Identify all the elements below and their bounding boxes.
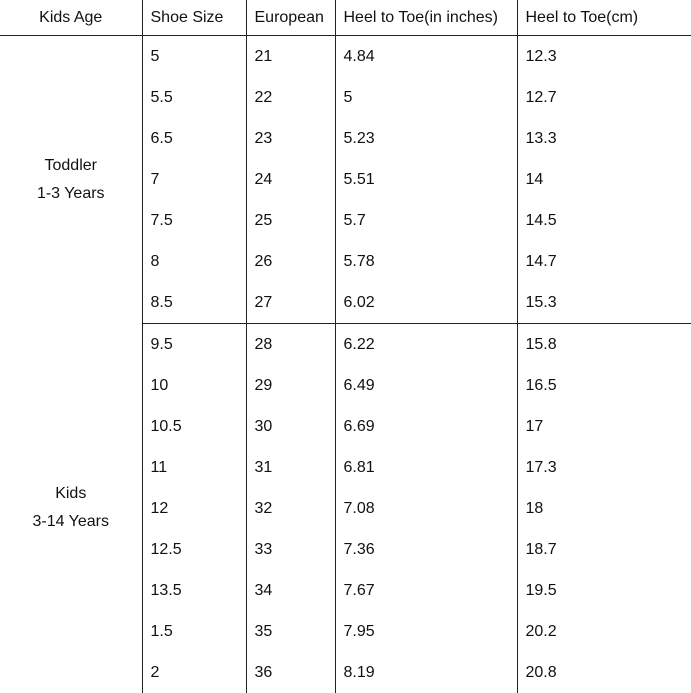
cell-european: 23	[246, 118, 335, 159]
cell-heel-to-toe-inches: 5.7	[335, 200, 517, 241]
cell-shoe-size: 7.5	[142, 200, 246, 241]
cell-heel-to-toe-inches: 6.69	[335, 406, 517, 447]
cell-heel-to-toe-inches: 6.81	[335, 447, 517, 488]
cell-heel-to-toe-cm: 19.5	[517, 570, 691, 611]
header-shoe-size: Shoe Size	[142, 0, 246, 36]
age-group-range: 3-14 Years	[0, 508, 142, 536]
cell-shoe-size: 10.5	[142, 406, 246, 447]
cell-shoe-size: 13.5	[142, 570, 246, 611]
cell-heel-to-toe-inches: 7.95	[335, 611, 517, 652]
cell-european: 30	[246, 406, 335, 447]
cell-european: 24	[246, 159, 335, 200]
age-group-label	[0, 36, 142, 324]
cell-shoe-size: 5.5	[142, 77, 246, 118]
cell-shoe-size: 12	[142, 488, 246, 529]
cell-shoe-size: 2	[142, 652, 246, 693]
cell-shoe-size: 5	[142, 36, 246, 78]
cell-shoe-size: 10	[142, 365, 246, 406]
cell-heel-to-toe-cm: 14	[517, 159, 691, 200]
cell-heel-to-toe-cm: 17	[517, 406, 691, 447]
cell-heel-to-toe-cm: 20.2	[517, 611, 691, 652]
age-group-name: Toddler	[0, 152, 142, 180]
header-heel-to-toe-cm: Heel to Toe(cm)	[517, 0, 691, 36]
header-european: European	[246, 0, 335, 36]
cell-heel-to-toe-cm: 14.7	[517, 241, 691, 282]
cell-heel-to-toe-inches: 6.22	[335, 324, 517, 366]
cell-heel-to-toe-inches: 7.67	[335, 570, 517, 611]
cell-european: 35	[246, 611, 335, 652]
cell-european: 27	[246, 282, 335, 324]
cell-heel-to-toe-inches: 5	[335, 77, 517, 118]
cell-shoe-size: 8	[142, 241, 246, 282]
cell-heel-to-toe-cm: 20.8	[517, 652, 691, 693]
cell-european: 21	[246, 36, 335, 78]
cell-shoe-size: 12.5	[142, 529, 246, 570]
group-toddler	[0, 36, 691, 324]
header-row	[0, 0, 691, 36]
cell-heel-to-toe-inches: 6.02	[335, 282, 517, 324]
age-group-range: 1-3 Years	[0, 180, 142, 208]
cell-european: 29	[246, 365, 335, 406]
age-group-label	[0, 324, 142, 693]
cell-heel-to-toe-inches: 5.78	[335, 241, 517, 282]
cell-european: 31	[246, 447, 335, 488]
age-group-name: Kids	[0, 480, 142, 508]
cell-heel-to-toe-cm: 17.3	[517, 447, 691, 488]
cell-european: 32	[246, 488, 335, 529]
cell-heel-to-toe-cm: 15.3	[517, 282, 691, 324]
cell-european: 34	[246, 570, 335, 611]
cell-european: 25	[246, 200, 335, 241]
cell-shoe-size: 1.5	[142, 611, 246, 652]
cell-shoe-size: 11	[142, 447, 246, 488]
table-row	[0, 36, 691, 78]
cell-heel-to-toe-cm: 12.3	[517, 36, 691, 78]
cell-heel-to-toe-inches: 5.23	[335, 118, 517, 159]
cell-european: 26	[246, 241, 335, 282]
cell-shoe-size: 9.5	[142, 324, 246, 366]
cell-european: 33	[246, 529, 335, 570]
cell-heel-to-toe-cm: 13.3	[517, 118, 691, 159]
table-header	[0, 0, 691, 36]
cell-heel-to-toe-cm: 16.5	[517, 365, 691, 406]
cell-heel-to-toe-cm: 18	[517, 488, 691, 529]
cell-heel-to-toe-cm: 18.7	[517, 529, 691, 570]
cell-shoe-size: 6.5	[142, 118, 246, 159]
cell-european: 22	[246, 77, 335, 118]
cell-shoe-size: 8.5	[142, 282, 246, 324]
cell-heel-to-toe-inches: 7.36	[335, 529, 517, 570]
cell-heel-to-toe-cm: 14.5	[517, 200, 691, 241]
cell-heel-to-toe-inches: 5.51	[335, 159, 517, 200]
cell-heel-to-toe-inches: 8.19	[335, 652, 517, 693]
group-kids	[0, 324, 691, 693]
cell-heel-to-toe-cm: 12.7	[517, 77, 691, 118]
cell-european: 36	[246, 652, 335, 693]
cell-heel-to-toe-inches: 7.08	[335, 488, 517, 529]
header-kids-age: Kids Age	[0, 0, 142, 36]
cell-heel-to-toe-inches: 4.84	[335, 36, 517, 78]
cell-european: 28	[246, 324, 335, 366]
header-heel-to-toe-inches: Heel to Toe(in inches)	[335, 0, 517, 36]
cell-shoe-size: 7	[142, 159, 246, 200]
table-row	[0, 324, 691, 366]
cell-heel-to-toe-inches: 6.49	[335, 365, 517, 406]
cell-heel-to-toe-cm: 15.8	[517, 324, 691, 366]
